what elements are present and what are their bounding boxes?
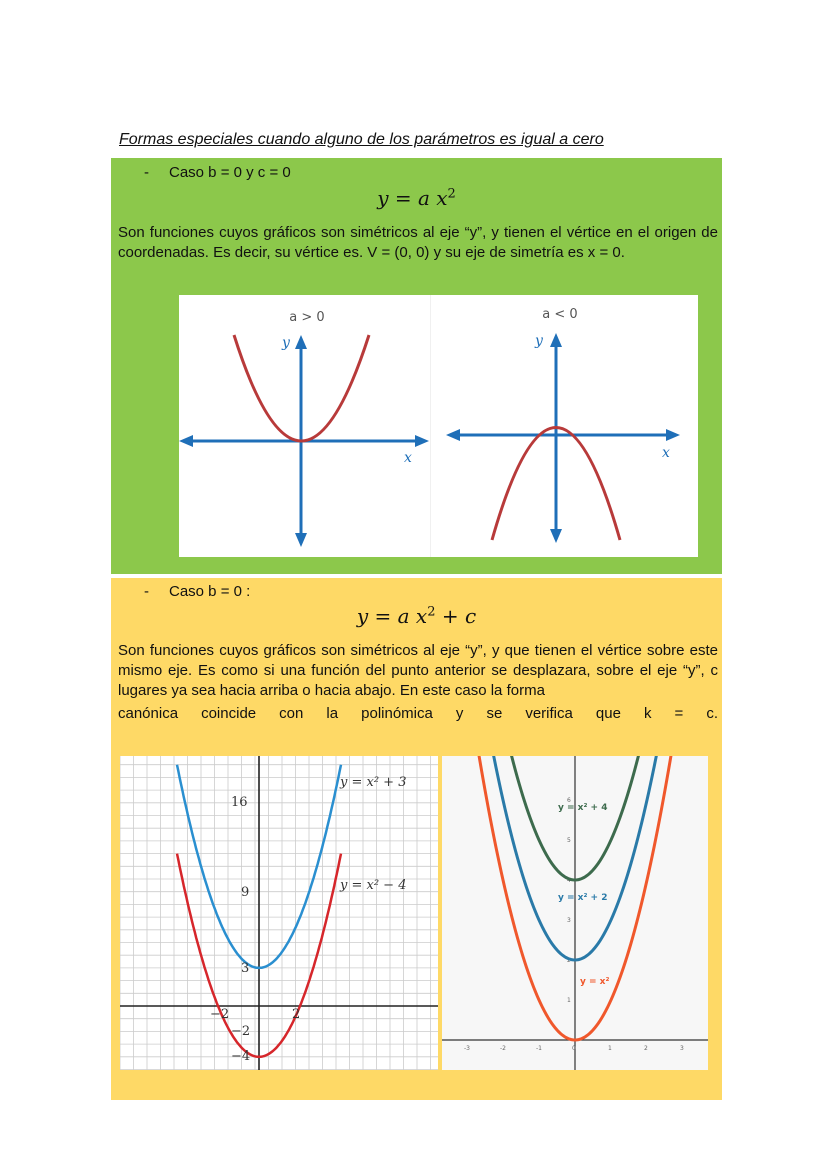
x-tick-label: 1 xyxy=(608,1045,612,1052)
description-paragraph: Son funciones cuyos gráficos son simétricos al eje “y”, y que tienen el vértice sobre este mismo eje. Es como si una función del punto anterior se desplazara, sobre el eje “y”, c lugares ya sea hacia arriba o hacia abajo. En este caso la forma xyxy=(118,642,718,699)
x-axis-arrow-left-icon xyxy=(446,429,460,441)
condition-label: a > 0 xyxy=(289,310,325,325)
formula xyxy=(111,604,722,628)
graph-three-parabolas xyxy=(442,756,708,1070)
case-text: Caso b = 0 y c = 0 xyxy=(169,164,291,181)
curve-label-x2-minus-4: y = x² − 4 xyxy=(340,878,407,893)
x-axis-label: x xyxy=(662,445,670,461)
y-tick-label: 3 xyxy=(567,917,571,924)
tick-label-9: 9 xyxy=(241,885,250,900)
case-label xyxy=(144,583,250,600)
description-paragraph: Son funciones cuyos gráficos son simétricos al eje “y”, y tienen el vértice en el origen de coordenadas. Es decir, su vértice es. V = (0, 0) y su eje de simetría es x = 0. xyxy=(118,224,718,261)
formula-lhs: y = a x xyxy=(356,604,428,628)
y-axis-arrow-down-icon xyxy=(550,529,562,543)
case-label xyxy=(144,164,291,181)
y-axis-arrow-up-icon xyxy=(295,335,307,349)
y-axis-label: y xyxy=(535,333,543,349)
graph-shifted-parabolas-grid xyxy=(120,756,438,1070)
tick-label-minus-2: −2 xyxy=(231,1024,251,1039)
y-tick-label: 5 xyxy=(567,837,571,844)
curve-label-x2-plus-3: y = x² + 3 xyxy=(340,775,407,790)
description-paragraph-last-line: canónica coincide con la polinómica y se verifica que k = c. xyxy=(118,705,718,722)
y-axis-label: y xyxy=(282,335,290,351)
tick-label-16: 16 xyxy=(231,795,248,810)
formula-rhs: + c xyxy=(435,604,477,628)
bullet-dash: - xyxy=(144,164,149,181)
tick-label-x-minus-2: −2 xyxy=(210,1007,230,1022)
y-tick-label: 2 xyxy=(567,957,571,964)
y-axis-arrow-up-icon xyxy=(550,333,562,347)
x-axis-arrow-right-icon xyxy=(415,435,429,447)
x-tick-label: -2 xyxy=(500,1045,506,1052)
formula xyxy=(111,186,722,210)
y-tick-label: 6 xyxy=(567,797,571,804)
tick-label-x-2: 2 xyxy=(292,1007,301,1022)
x-tick-label: 3 xyxy=(680,1045,684,1052)
condition-label: a < 0 xyxy=(542,307,578,322)
case-text: Caso b = 0 : xyxy=(169,583,251,600)
y-tick-label: 4 xyxy=(567,877,571,884)
x-axis-arrow-right-icon xyxy=(666,429,680,441)
formula-lhs: y = a x xyxy=(377,186,448,210)
figure-parabola-up xyxy=(179,295,430,557)
y-tick-label: 1 xyxy=(567,997,571,1004)
section-vertex-at-origin xyxy=(111,158,722,574)
tick-label-minus-4: −4 xyxy=(231,1049,251,1064)
formula-exponent: 2 xyxy=(447,186,456,202)
page-heading: Formas especiales cuando alguno de los parámetros es igual a cero xyxy=(119,131,604,148)
x-axis-label: x xyxy=(404,450,412,466)
tick-label-3: 3 xyxy=(241,961,250,976)
curve-label-x2-plus-4: y = x² + 4 xyxy=(558,803,608,813)
x-tick-label: 2 xyxy=(644,1045,648,1052)
x-tick-label: 0 xyxy=(572,1045,576,1052)
x-tick-label: -3 xyxy=(464,1045,470,1052)
bullet-dash: - xyxy=(144,583,149,600)
formula-exponent: 2 xyxy=(427,604,436,620)
curve-label-x2-plus-2: y = x² + 2 xyxy=(558,893,608,903)
section-vertical-shift xyxy=(111,578,722,1100)
grid-lines xyxy=(120,756,438,1070)
y-axis-arrow-down-icon xyxy=(295,533,307,547)
x-axis-arrow-left-icon xyxy=(179,435,193,447)
curve-label-x2: y = x² xyxy=(580,977,610,987)
x-tick-label: -1 xyxy=(536,1045,542,1052)
figure-parabola-down xyxy=(430,295,698,557)
